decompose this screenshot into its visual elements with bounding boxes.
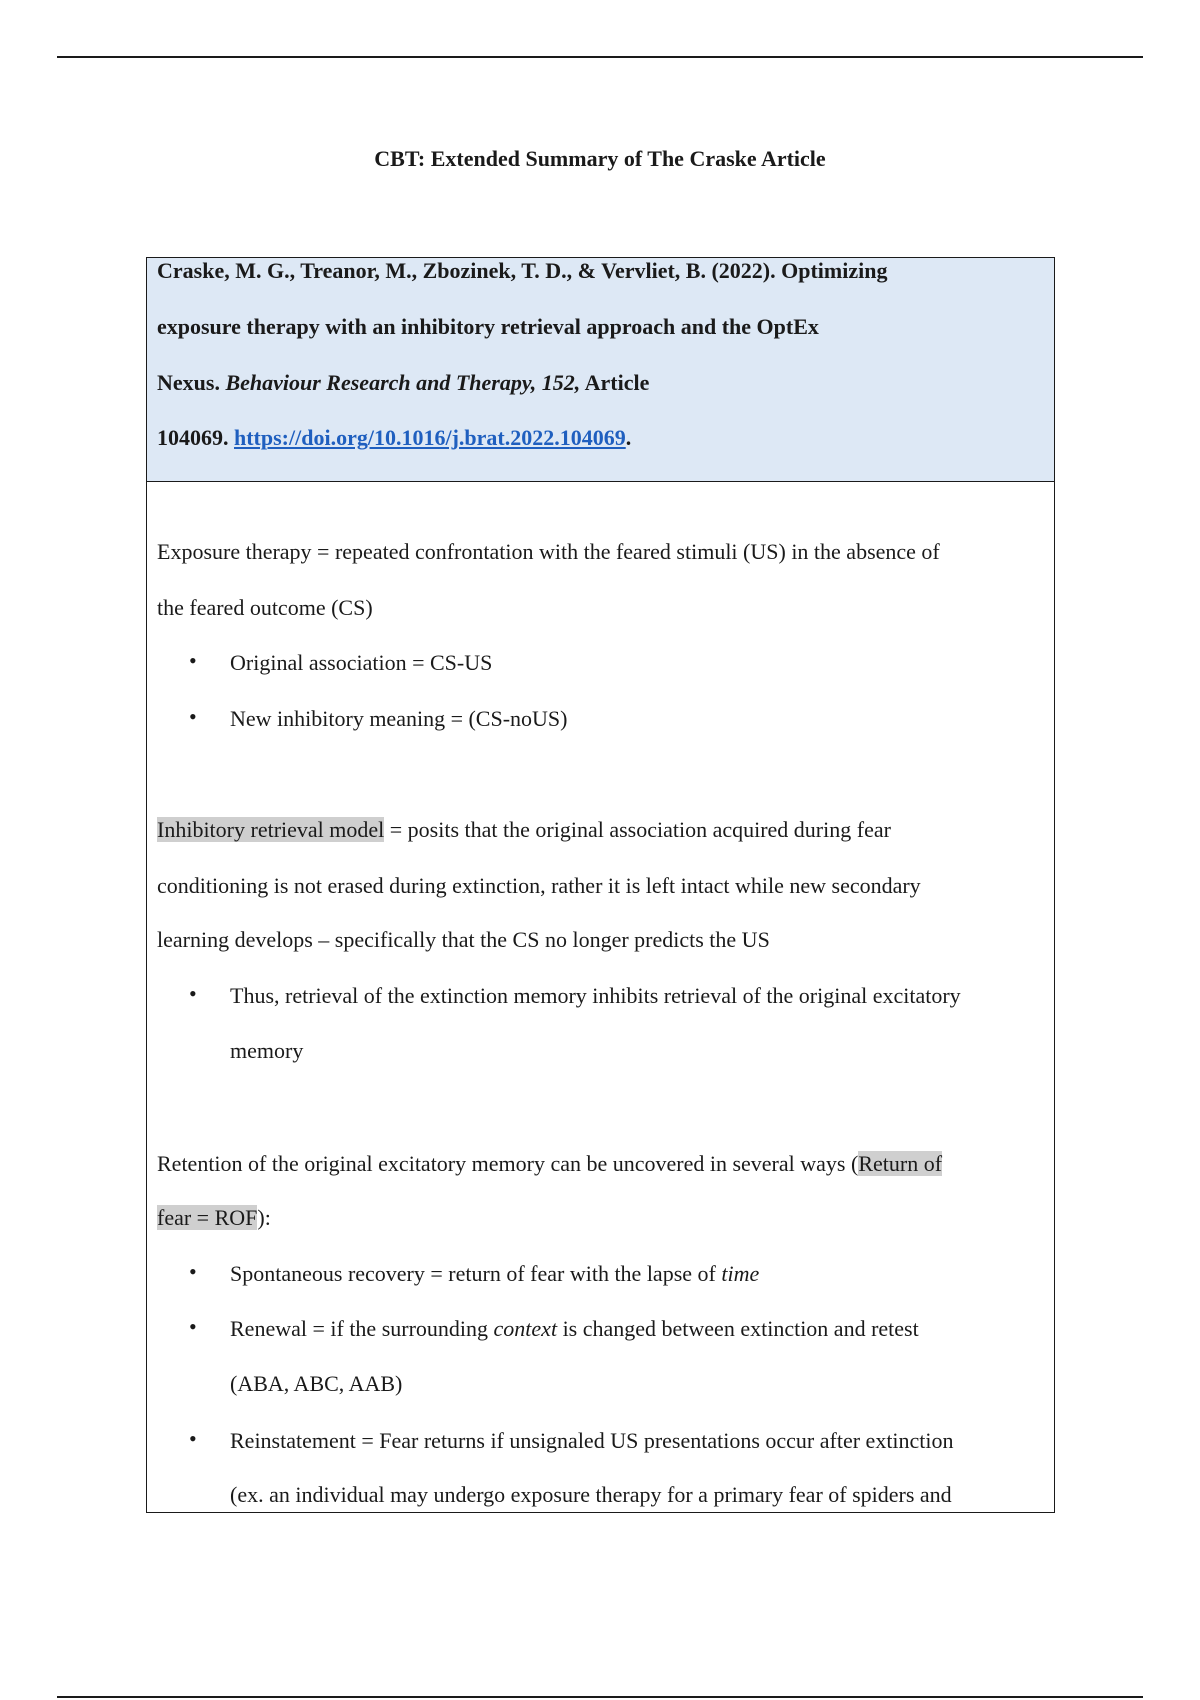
bullet-icon: • bbox=[189, 1259, 197, 1284]
retention-bullet-1 bbox=[230, 1261, 759, 1287]
doi-link[interactable]: https://doi.org/10.1016/j.brat.2022.104069 bbox=[234, 425, 626, 450]
highlighted-term: Inhibitory retrieval model bbox=[157, 817, 385, 842]
inhibitory-line-3: learning develops – specifically that the CS no longer predicts the US bbox=[157, 927, 770, 952]
citation-line-2: exposure therapy with an inhibitory retrieval approach and the OptEx bbox=[157, 314, 819, 339]
retention-text: Retention of the original excitatory memory can be uncovered in several ways ( bbox=[157, 1151, 859, 1176]
citation-line-3 bbox=[157, 370, 649, 396]
retention-bullet-2-line-2: (ABA, ABC, AAB) bbox=[230, 1371, 403, 1396]
summary-table bbox=[146, 257, 1055, 1513]
bullet-icon: • bbox=[189, 704, 197, 729]
exposure-line-1: Exposure therapy = repeated confrontation with the feared stimuli (US) in the absence of bbox=[157, 539, 940, 564]
emphasis: time bbox=[721, 1261, 760, 1286]
inhibitory-bullet-line-1: Thus, retrieval of the extinction memory inhibits retrieval of the original excitatory bbox=[230, 983, 961, 1008]
bullet-text: Renewal = if the surrounding bbox=[230, 1316, 494, 1341]
citation-end: . bbox=[625, 425, 632, 450]
citation-cell bbox=[147, 258, 1054, 482]
bullet-text: Spontaneous recovery = return of fear with the lapse of bbox=[230, 1261, 722, 1286]
footer-rule bbox=[57, 1696, 1143, 1698]
retention-line-2 bbox=[157, 1205, 271, 1231]
journal-name: Behaviour Research and Therapy, 152, bbox=[225, 370, 581, 395]
retention-text: ): bbox=[257, 1205, 271, 1230]
retention-bullet-3-line-2: (ex. an individual may undergo exposure therapy for a primary fear of spiders and bbox=[230, 1482, 952, 1507]
highlighted-term: Return of bbox=[858, 1151, 943, 1176]
retention-bullet-2 bbox=[230, 1316, 919, 1342]
exposure-line-2: the feared outcome (CS) bbox=[157, 595, 373, 620]
emphasis: context bbox=[493, 1316, 558, 1341]
citation-line-4 bbox=[157, 425, 631, 451]
exposure-bullet-2: New inhibitory meaning = (CS-noUS) bbox=[230, 706, 568, 731]
bullet-icon: • bbox=[189, 981, 197, 1006]
inhibitory-line-1 bbox=[157, 817, 891, 843]
citation-text: Article bbox=[580, 370, 650, 395]
exposure-bullet-1: Original association = CS-US bbox=[230, 650, 493, 675]
citation-text: Nexus. bbox=[157, 370, 226, 395]
bullet-icon: • bbox=[189, 648, 197, 673]
citation-line-1: Craske, M. G., Treanor, M., Zbozinek, T. D., & Vervliet, B. (2022). Optimizing bbox=[157, 258, 888, 283]
highlighted-term: fear = ROF bbox=[157, 1205, 258, 1230]
inhibitory-definition: = posits that the original association acquired during fear bbox=[384, 817, 891, 842]
bullet-text: is changed between extinction and retest bbox=[557, 1316, 919, 1341]
citation-article-number: 104069. bbox=[157, 425, 234, 450]
inhibitory-line-2: conditioning is not erased during extinction, rather it is left intact while new secondary bbox=[157, 873, 921, 898]
bullet-icon: • bbox=[189, 1426, 197, 1451]
header-rule bbox=[57, 56, 1143, 58]
retention-line-1 bbox=[157, 1151, 942, 1177]
inhibitory-bullet-line-2: memory bbox=[230, 1038, 304, 1063]
bullet-icon: • bbox=[189, 1314, 197, 1339]
retention-bullet-3: Reinstatement = Fear returns if unsignaled US presentations occur after extinction bbox=[230, 1428, 954, 1453]
document-title: CBT: Extended Summary of The Craske Article bbox=[374, 146, 826, 171]
